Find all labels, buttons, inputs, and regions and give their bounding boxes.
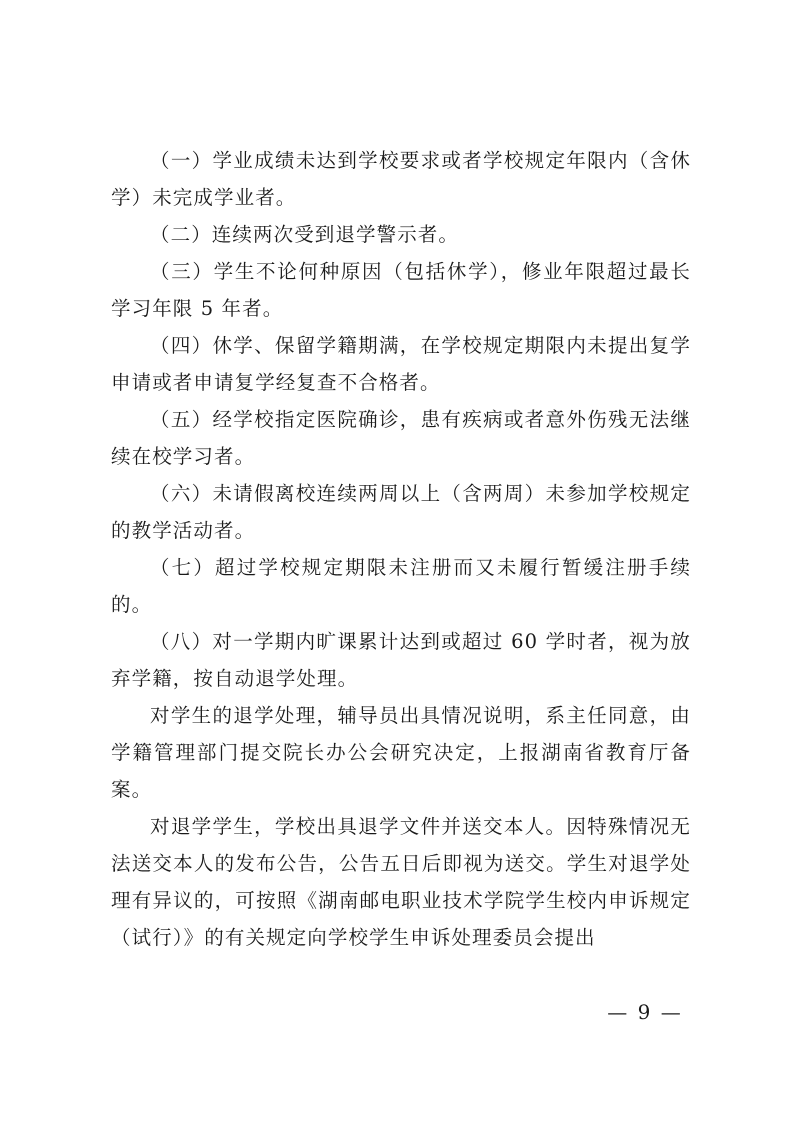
paragraph-withdrawal-procedure: 对学生的退学处理，辅导员出具情况说明，系主任同意，由学籍管理部门提交院长办公会研究决定，上报湖南省教育厅备案。: [111, 704, 691, 801]
paragraph-item-6: （六）未请假离校连续两周以上（含两周）未参加学校规定的教学活动者。: [111, 482, 691, 542]
paragraph-item-4: （四）休学、保留学籍期满，在学校规定期限内未提出复学申请或者申请复学经复查不合格者。: [111, 334, 691, 394]
paragraph-item-1: （一）学业成绩未达到学校要求或者学校规定年限内（含休学）未完成学业者。: [111, 149, 691, 209]
paragraph-appeal-procedure: 对退学学生，学校出具退学文件并送交本人。因特殊情况无法送交本人的发布公告，公告五日后即视为送交。学生对退学处理有异议的，可按照《湖南邮电职业技术学院学生校内申诉规定（试行）》的有关规定向学校学生申诉处理委员会提出: [111, 815, 691, 949]
page-number: — 9 —: [607, 1000, 683, 1024]
paragraph-item-3: （三）学生不论何种原因（包括休学），修业年限超过最长学习年限 5 年者。: [111, 260, 691, 320]
document-body: [111, 142, 691, 956]
paragraph-item-8: （八）对一学期内旷课累计达到或超过 60 学时者，视为放弃学籍，按自动退学处理。: [111, 630, 691, 690]
paragraph-item-5: （五）经学校指定医院确诊，患有疾病或者意外伤残无法继续在校学习者。: [111, 408, 691, 468]
paragraph-item-2: （二）连续两次受到退学警示者。: [150, 223, 460, 246]
paragraph-item-7: （七）超过学校规定期限未注册而又未履行暂缓注册手续的。: [111, 556, 691, 616]
